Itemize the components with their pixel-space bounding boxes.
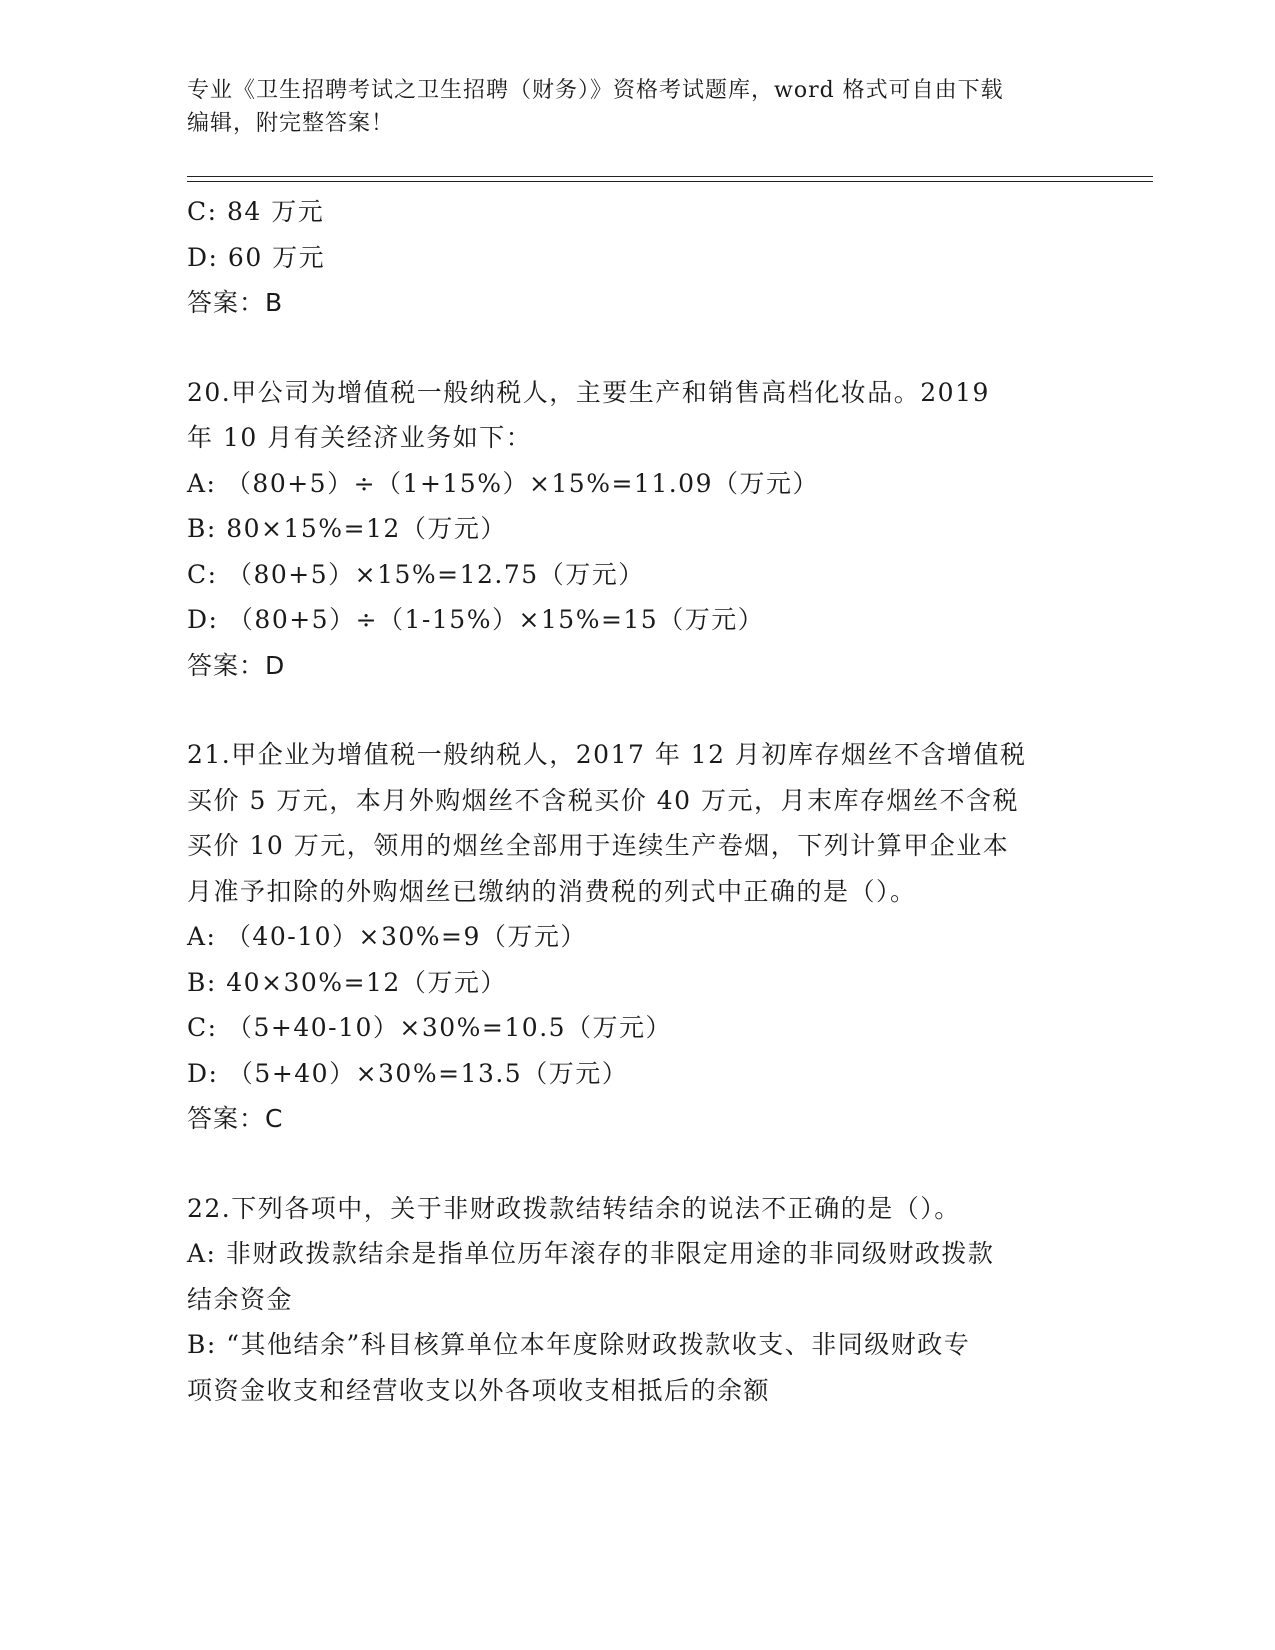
option-a: A: （40-10）×30%=9（万元） xyxy=(187,922,587,951)
document-header xyxy=(187,74,1087,140)
option-a: A: 非财政拨款结余是指单位历年滚存的非限定用途的非同级财政拨款 xyxy=(187,1239,995,1268)
spacer xyxy=(187,326,1087,370)
question-stem-line: 买价 5 万元，本月外购烟丝不含税买价 40 万元，月末库存烟丝不含税 xyxy=(187,785,1020,815)
option-b: B: 40×30%=12（万元） xyxy=(187,967,507,997)
spacer xyxy=(187,1142,1087,1186)
option-b: B: 80×15%=12（万元） xyxy=(187,514,507,543)
question-stem-line: 20.甲公司为增值税一般纳税人，主要生产和销售高档化妆品。2019 xyxy=(187,377,990,407)
question-stem-line: 年 10 月有关经济业务如下： xyxy=(187,423,533,452)
header-divider-bottom xyxy=(187,181,1153,182)
option-d: D: （5+40）×30%=13.5（万元） xyxy=(187,1058,629,1088)
question-stem-line: 22.下列各项中，关于非财政拨款结转结余的说法不正确的是（）。 xyxy=(187,1193,961,1223)
header-line-1: 专业《卫生招聘考试之卫生招聘（财务）》资格考试题库，word 格式可自由下载 xyxy=(187,78,1004,103)
answer-label: 答案：C xyxy=(187,1104,284,1133)
option-d: D: （80+5）÷（1-15%）×15%=15（万元） xyxy=(187,605,765,634)
question-19-tail xyxy=(187,189,1087,326)
answer-label: 答案：D xyxy=(187,650,286,680)
option-b-continued: 项资金收支和经营收支以外各项收支相抵后的余额 xyxy=(187,1375,771,1405)
answer-label: 答案：B xyxy=(187,288,284,317)
option-c: C: 84 万元 xyxy=(187,197,325,226)
spacer xyxy=(187,688,1087,732)
option-a: A: （80+5）÷（1+15%）×15%=11.09（万元） xyxy=(187,468,819,498)
header-divider-top xyxy=(187,176,1153,177)
option-d: D: 60 万元 xyxy=(187,242,326,272)
question-stem-line: 21.甲企业为增值税一般纳税人，2017 年 12 月初库存烟丝不含增值税 xyxy=(187,740,1027,769)
question-stem-line: 买价 10 万元，领用的烟丝全部用于连续生产卷烟，下列计算甲企业本 xyxy=(187,831,1010,860)
option-c: C: （80+5）×15%=12.75（万元） xyxy=(187,559,645,589)
question-22 xyxy=(187,1186,1087,1414)
option-b: B: “其他结余”科目核算单位本年度除财政拨款收支、非同级财政专 xyxy=(187,1330,971,1359)
option-c: C: （5+40-10）×30%=10.5（万元） xyxy=(187,1013,673,1042)
question-21 xyxy=(187,732,1087,1142)
option-a-continued: 结余资金 xyxy=(187,1284,294,1314)
question-20 xyxy=(187,370,1087,689)
question-stem-line: 月准予扣除的外购烟丝已缴纳的消费税的列式中正确的是（）。 xyxy=(187,876,917,906)
question-content xyxy=(187,189,1087,1413)
header-line-2: 编辑，附完整答案！ xyxy=(187,111,395,136)
